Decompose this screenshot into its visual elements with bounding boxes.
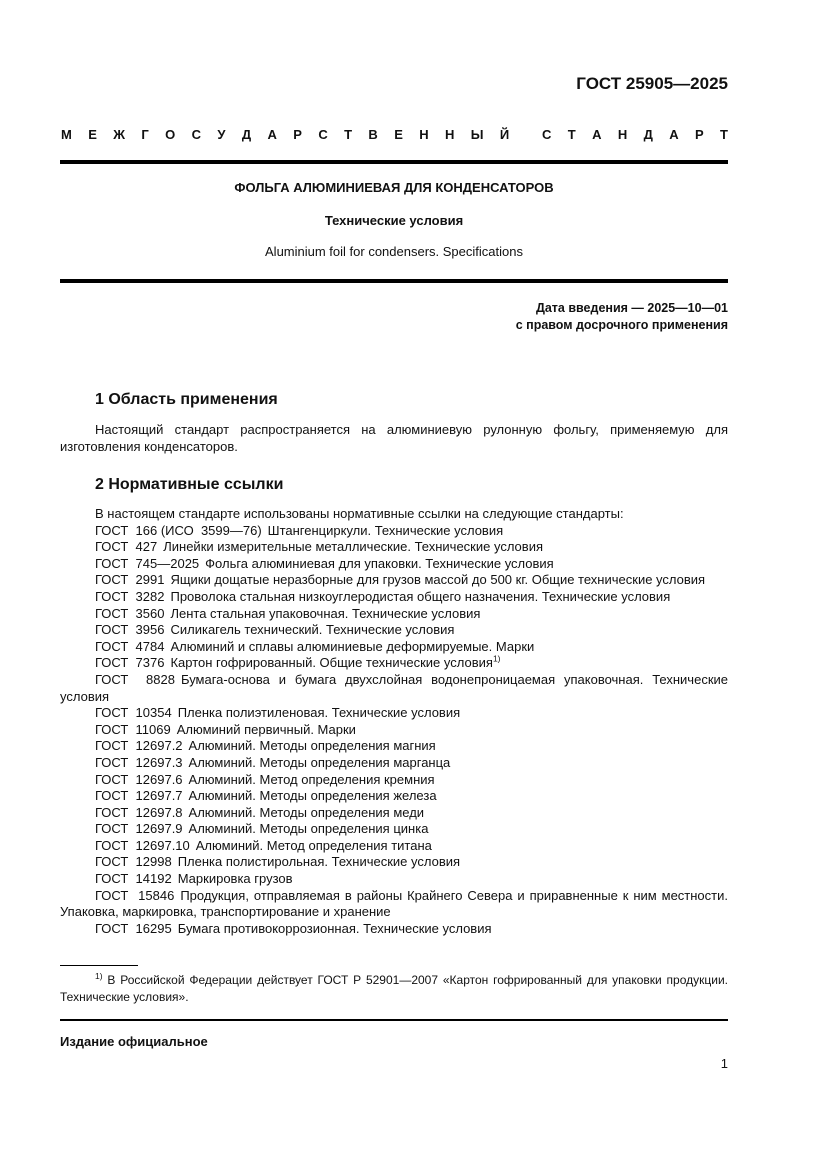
reference-number: ГОСТ 12998	[95, 854, 172, 870]
section-2-heading: 2 Нормативные ссылки	[95, 476, 284, 493]
heading-letter: А	[267, 127, 277, 142]
reference-item	[60, 523, 728, 540]
reference-title: Алюминий. Методы определения железа	[188, 788, 437, 804]
reference-title: Алюминий. Методы определения магния	[188, 738, 436, 754]
reference-number: ГОСТ 12697.6	[95, 771, 183, 787]
reference-number: ГОСТ 12697.3	[95, 754, 183, 770]
reference-number: ГОСТ 8828	[95, 671, 175, 687]
reference-item	[60, 788, 728, 805]
heading-letter: Ы	[470, 127, 484, 142]
reference-item	[60, 871, 728, 888]
reference-number: ГОСТ 11069	[95, 721, 171, 737]
reference-title: Проволока стальная низкоуглеродистая общего назначения. Технические условия	[170, 588, 671, 604]
reference-number: ГОСТ 12697.8	[95, 804, 183, 820]
reference-item	[60, 655, 728, 672]
reference-number: ГОСТ 15846	[95, 887, 175, 903]
heading-letter: Н	[617, 127, 628, 142]
reference-number: ГОСТ 14192	[95, 871, 172, 887]
footnote-reference-mark: 1)	[492, 654, 501, 665]
document-title: ФОЛЬГА АЛЮМИНИЕВАЯ ДЛЯ КОНДЕНСАТОРОВ	[234, 180, 554, 195]
normative-references	[60, 506, 728, 937]
reference-number: ГОСТ 12697.7	[95, 788, 183, 804]
reference-title: Алюминий. Методы определения цинка	[188, 821, 429, 837]
heading-letter: Е	[394, 127, 403, 142]
footer-divider	[60, 1019, 728, 1021]
section-1-heading: 1 Область применения	[95, 391, 278, 408]
heading-letter: А	[592, 127, 602, 142]
reference-number: ГОСТ 3956	[95, 622, 165, 638]
reference-title: Пленка полистирольная. Технические условия	[177, 854, 461, 870]
reference-number: ГОСТ 745—2025	[95, 555, 200, 571]
reference-item	[60, 772, 728, 789]
reference-item	[60, 821, 728, 838]
footnote	[60, 972, 728, 1006]
reference-title: Лента стальная упаковочная. Технические условия	[170, 605, 481, 621]
heading-letter: Т	[567, 127, 576, 142]
english-title: Aluminium foil for condensers. Specifications	[265, 244, 523, 259]
reference-title: Маркировка грузов	[177, 871, 293, 887]
reference-number: ГОСТ 7376	[95, 655, 165, 671]
reference-title: Силикагель технический. Технические условия	[170, 622, 455, 638]
heading-letter: Е	[88, 127, 97, 142]
reference-item	[60, 589, 728, 606]
footnote-divider	[60, 965, 138, 966]
heading-letter: Т	[720, 127, 728, 142]
reference-item	[60, 755, 728, 772]
reference-title: Фольга алюминиевая для упаковки. Технические условия	[205, 555, 554, 571]
reference-number: ГОСТ 166 (ИСО 3599—76)	[95, 522, 262, 538]
reference-number: ГОСТ 12697.9	[95, 821, 183, 837]
reference-item	[60, 672, 728, 705]
reference-title: Линейки измерительные металлические. Технические условия	[163, 539, 543, 555]
reference-number: ГОСТ 12697.2	[95, 738, 183, 754]
reference-title: Алюминий. Методы определения марганца	[188, 754, 451, 770]
heading-letter: Й	[499, 127, 510, 142]
reference-item	[60, 921, 728, 938]
title-divider	[60, 279, 728, 283]
reference-title: Алюминий. Метод определения титана	[195, 837, 432, 853]
reference-number: ГОСТ 2991	[95, 572, 165, 588]
introduction-date: Дата введения — 2025—10—01	[535, 301, 728, 315]
reference-item	[60, 854, 728, 871]
heading-letter: Р	[695, 127, 704, 142]
heading-letter: Н	[419, 127, 429, 142]
early-application-note: с правом досрочного применения	[515, 318, 728, 332]
reference-item	[60, 639, 728, 656]
reference-item	[60, 705, 728, 722]
heading-letter: Г	[141, 127, 149, 142]
document-subtitle: Технические условия	[324, 213, 464, 228]
page-number: 1	[720, 1056, 728, 1071]
heading-letter: С	[541, 127, 552, 142]
heading-letter: Д	[241, 127, 252, 142]
reference-title: Ящики дощатые неразборные для грузов массой до 500 кг. Общие технические условия	[170, 572, 706, 588]
reference-item	[60, 572, 728, 589]
reference-list	[60, 523, 728, 938]
heading-letter: Ж	[113, 127, 126, 142]
heading-letter: Н	[445, 127, 455, 142]
introduction-date-block	[516, 300, 728, 334]
heading-letter: О	[165, 127, 176, 142]
document-code: ГОСТ 25905—2025	[576, 74, 728, 93]
heading-letter: Т	[344, 127, 353, 142]
reference-item	[60, 888, 728, 921]
reference-title: Бумага противокоррозионная. Технические условия	[177, 920, 492, 936]
heading-letter: С	[318, 127, 328, 142]
heading-letter: М	[61, 127, 72, 142]
heading-letter: В	[368, 127, 378, 142]
heading-letter: Р	[293, 127, 302, 142]
reference-item	[60, 556, 728, 573]
reference-title: Продукция, отправляемая в районы Крайнего Севера и приравненные к ним местности. Упаковка, маркировка, транспортирование и хранение	[60, 887, 728, 920]
heading-letter: А	[669, 127, 679, 142]
reference-title: Картон гофрированный. Общие технические условия	[170, 655, 493, 671]
reference-number: ГОСТ 10354	[95, 705, 172, 721]
footnote-mark: 1)	[95, 971, 103, 981]
section-1-text: Настоящий стандарт распространяется на алюминиевую рулонную фольгу, применяемую для изготовления конденсаторов.	[60, 422, 728, 454]
reference-title: Пленка полиэтиленовая. Технические условия	[177, 705, 461, 721]
heading-letter: Д	[643, 127, 653, 142]
reference-number: ГОСТ 12697.10	[95, 837, 190, 853]
reference-number: ГОСТ 3282	[95, 588, 165, 604]
reference-title: Алюминий и сплавы алюминиевые деформируемые. Марки	[170, 638, 535, 654]
reference-item	[60, 722, 728, 739]
interstate-standard-heading	[61, 127, 728, 142]
footnote-text: В Российской Федерации действует ГОСТ Р 52901—2007 «Картон гофрированный для упаковки продукции. Технические условия».	[60, 973, 728, 1004]
reference-item	[60, 838, 728, 855]
reference-number: ГОСТ 16295	[95, 920, 172, 936]
heading-letter: У	[217, 127, 226, 142]
reference-number: ГОСТ 427	[95, 539, 158, 555]
reference-item	[60, 606, 728, 623]
reference-title: Бумага-основа и бумага двухслойная водонепроницаемая упаковочная. Технические условия	[60, 671, 728, 704]
reference-title: Алюминий. Метод определения кремния	[188, 771, 435, 787]
heading-letter: С	[191, 127, 202, 142]
reference-item	[60, 738, 728, 755]
reference-title: Штангенциркули. Технические условия	[267, 522, 504, 538]
references-intro: В настоящем стандарте использованы нормативные ссылки на следующие стандарты:	[95, 506, 624, 521]
top-divider	[60, 160, 728, 164]
official-edition-label: Издание официальное	[60, 1034, 208, 1049]
reference-item	[60, 622, 728, 639]
reference-title: Алюминий первичный. Марки	[176, 721, 356, 737]
reference-item	[60, 539, 728, 556]
reference-title: Алюминий. Методы определения меди	[188, 804, 425, 820]
reference-number: ГОСТ 4784	[95, 638, 165, 654]
reference-number: ГОСТ 3560	[95, 605, 165, 621]
reference-item	[60, 805, 728, 822]
